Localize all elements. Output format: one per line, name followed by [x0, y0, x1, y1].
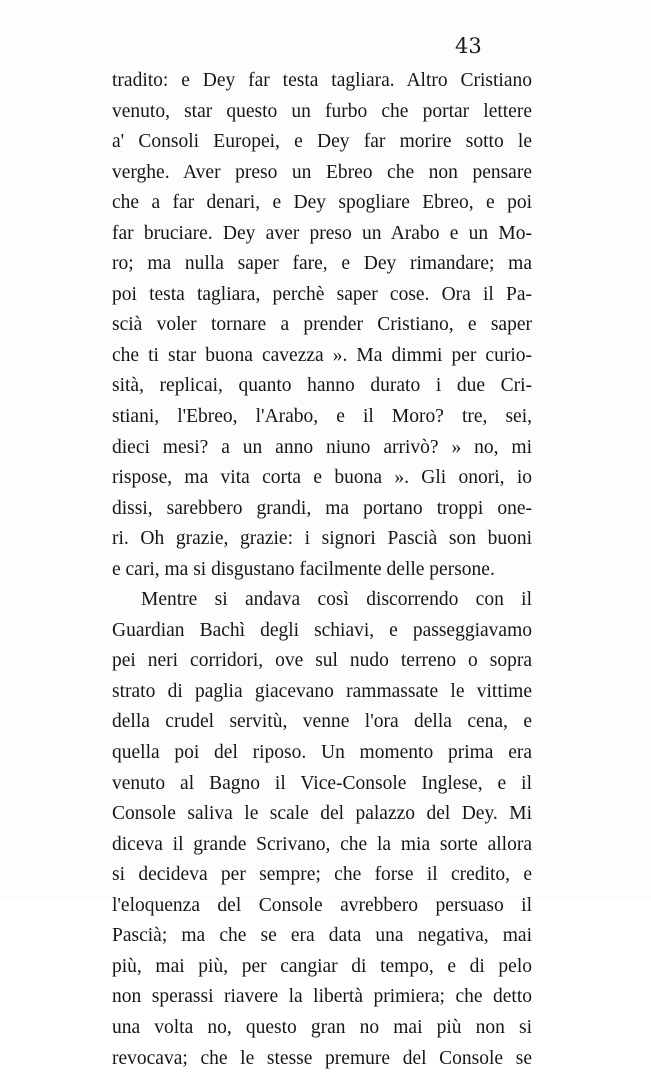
text-line: Console saliva le scale del palazzo del Dey. Mi — [112, 799, 532, 830]
paragraph-start-line: Mentre si andava così discorrendo con il — [112, 585, 532, 616]
text-line: e cari, ma si disgustano facilmente delle persone. — [112, 555, 532, 586]
text-line: Pascià; ma che se era data una negativa, mai — [112, 921, 532, 952]
text-line: diceva il grande Scrivano, che la mia sorte allora — [112, 830, 532, 861]
text-line: stiani, l'Ebreo, l'Arabo, e il Moro? tre, sei, — [112, 402, 532, 433]
text-line: ro; ma nulla saper fare, e Dey rimandare; ma — [112, 249, 532, 280]
text-line: scià voler tornare a prender Cristiano, e saper — [112, 310, 532, 341]
text-line: far bruciare. Dey aver preso un Arabo e un Mo- — [112, 219, 532, 250]
text-line: pei neri corridori, ove sul nudo terreno o sopra — [112, 646, 532, 677]
text-line: l'eloquenza del Console avrebbero persuaso il — [112, 891, 532, 922]
text-line: dissi, sarebbero grandi, ma portano troppi one- — [112, 494, 532, 525]
text-line: che a far denari, e Dey spogliare Ebreo, e poi — [112, 188, 532, 219]
text-line: sità, replicai, quanto hanno durato i due Cri- — [112, 371, 532, 402]
text-line: non sperassi riavere la libertà primiera; che detto — [112, 982, 532, 1013]
text-line: più, mai più, per cangiar di tempo, e di pelo — [112, 952, 532, 983]
text-line: si decideva per sempre; che forse il credito, e — [112, 860, 532, 891]
text-line: una volta no, questo gran no mai più non si — [112, 1013, 532, 1044]
text-line: strato di paglia giacevano rammassate le vittime — [112, 677, 532, 708]
text-line: della crudel servitù, venne l'ora della cena, e — [112, 707, 532, 738]
text-line: venuto, star questo un furbo che portar lettere — [112, 97, 532, 128]
text-line: poi testa tagliara, perchè saper cose. Ora il Pa- — [112, 280, 532, 311]
text-line: a' Consoli Europei, e Dey far morire sotto le — [112, 127, 532, 158]
text-line: ri. Oh grazie, grazie: i signori Pascià son buoni — [112, 524, 532, 555]
body-text — [112, 66, 532, 1074]
text-line: rispose, ma vita corta e buona ». Gli onori, io — [112, 463, 532, 494]
text-line: che ti star buona cavezza ». Ma dimmi per curio- — [112, 341, 532, 372]
text-line: venuto al Bagno il Vice-Console Inglese, e il — [112, 769, 532, 800]
text-line: dieci mesi? a un anno niuno arrivò? » no, mi — [112, 433, 532, 464]
text-line: quella poi del riposo. Un momento prima era — [112, 738, 532, 769]
text-line: verghe. Aver preso un Ebreo che non pensare — [112, 158, 532, 189]
text-line: Guardian Bachì degli schiavi, e passeggiavamo — [112, 616, 532, 647]
text-line: tradito: e Dey far testa tagliara. Altro Cristiano — [112, 66, 532, 97]
text-line: revocava; che le stesse premure del Console se — [112, 1044, 532, 1074]
page-number: 43 — [455, 34, 482, 58]
